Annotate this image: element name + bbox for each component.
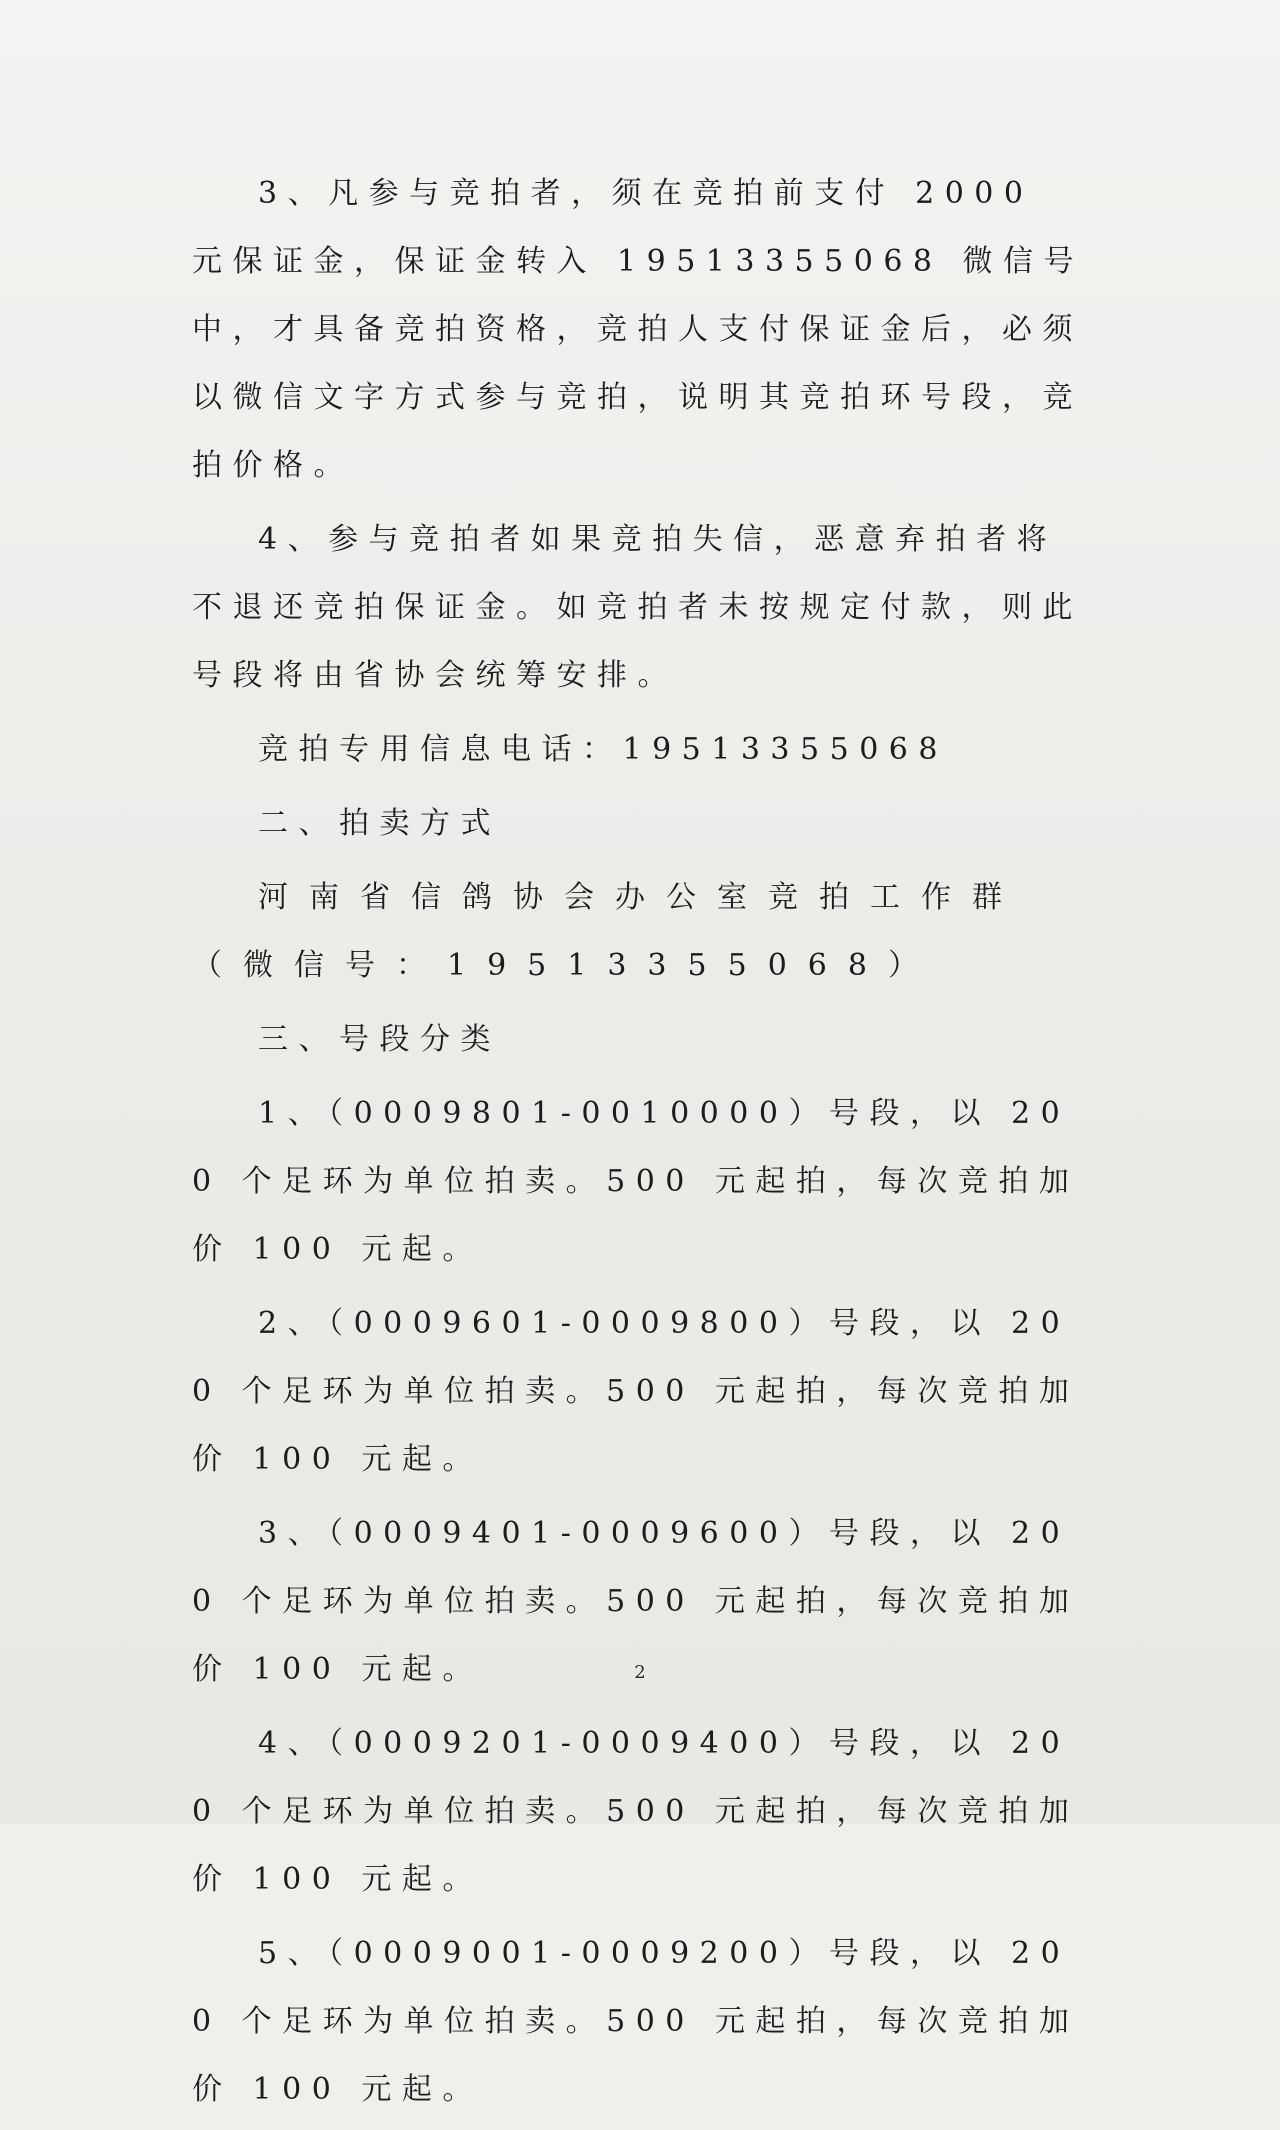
paragraph-hotline: 竞拍专用信息电话：19513355068 — [258, 732, 948, 767]
paragraph-segment-4: 4、（0009201-0009400）号段，以 200 个足环为单位拍卖。500 元起拍，每次竞拍加价 100 元起。 — [192, 1726, 1080, 1897]
paragraph-segment-1: 1、（0009801-0010000）号段，以 200 个足环为单位拍卖。500 元起拍，每次竞拍加价 100 元起。 — [192, 1096, 1080, 1267]
paragraph-rule-3: 3、凡参与竞拍者，须在竞拍前支付 2000 元保证金，保证金转入 19513355068 微信号中，才具备竞拍资格，竞拍人支付保证金后，必须以微信文字方式参与竞拍，说明其竞拍环号段，竞拍价格。 — [192, 176, 1085, 483]
section-heading-auction-method: 二、拍卖方式 — [258, 806, 501, 841]
document-body — [192, 160, 1092, 2130]
section-heading-segment-classification: 三、号段分类 — [258, 1022, 501, 1057]
paragraph-segment-3: 3、（0009401-0009600）号段，以 200 个足环为单位拍卖。500 元起拍，每次竞拍加价 100 元起。 — [192, 1516, 1080, 1687]
page-number: 2 — [634, 1662, 646, 1683]
paragraph-auction-group: 河南省信鸽协会办公室竞拍工作群（微信号：19513355068） — [192, 880, 1023, 983]
paragraph-segment-2: 2、（0009601-0009800）号段，以 200 个足环为单位拍卖。500 元起拍，每次竞拍加价 100 元起。 — [192, 1306, 1080, 1477]
paragraph-rule-4: 4、参与竞拍者如果竞拍失信，恶意弃拍者将不退还竞拍保证金。如竞拍者未按规定付款，则此号段将由省协会统筹安排。 — [192, 522, 1083, 693]
paragraph-segment-5: 5、（0009001-0009200）号段，以 200 个足环为单位拍卖。500 元起拍，每次竞拍加价 100 元起。 — [192, 1936, 1080, 2107]
